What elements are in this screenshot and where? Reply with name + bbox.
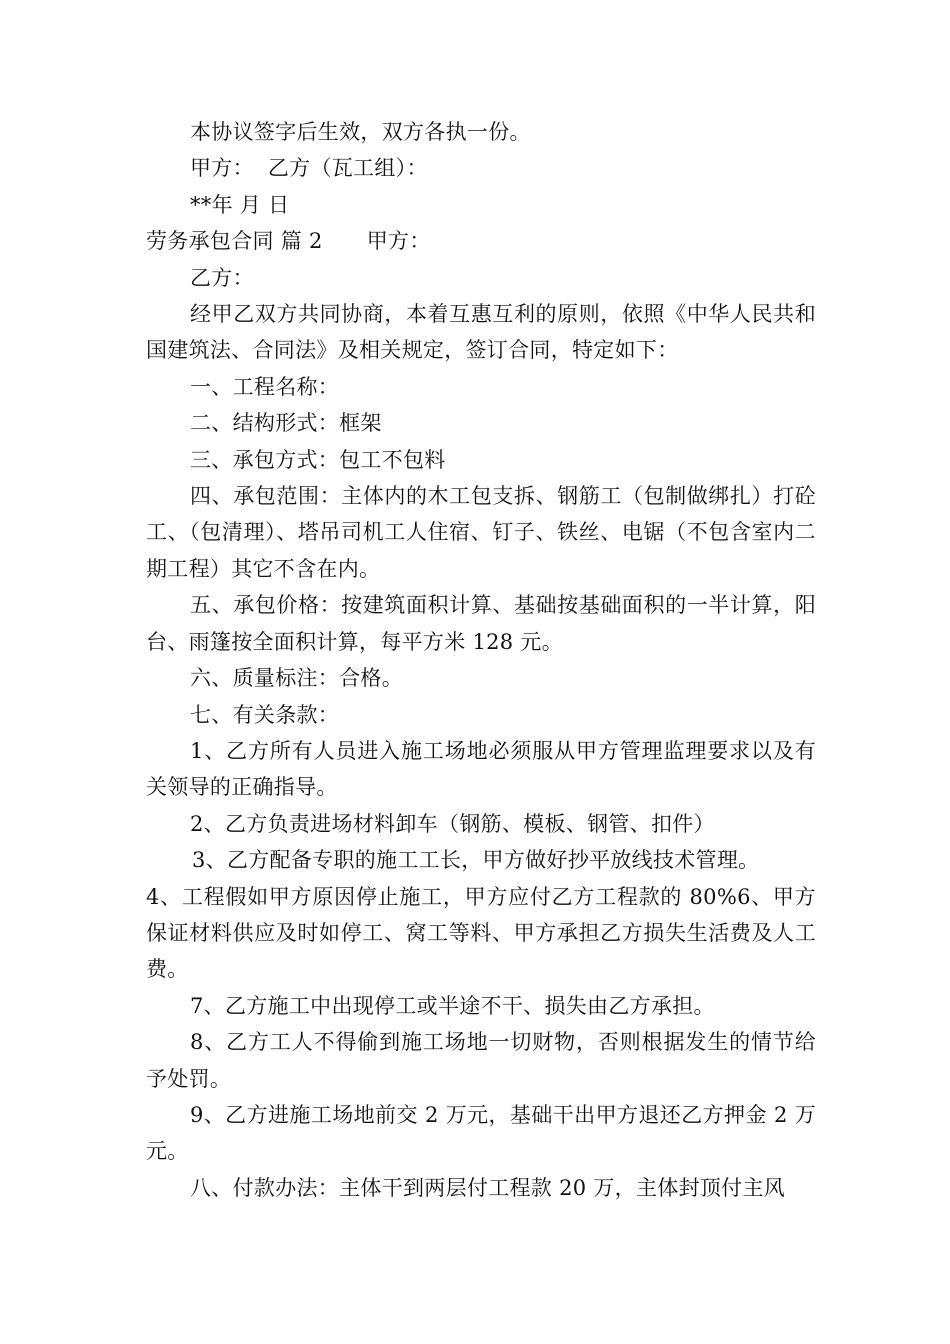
paragraph-effect: 本协议签字后生效，双方各执一份。 <box>190 120 531 144</box>
paragraph-scope: 四、承包范围：主体内的木工包支拆、钢筋工（包制做绑扎）打砼工、（包清理）、塔吊司机工人住宿、钉子、铁丝、电锯（不包含室内二期工程）其它不含在内。 <box>146 484 816 581</box>
paragraph-term-7: 7、乙方施工中出现停工或半途不干、损失由乙方承担。 <box>190 993 715 1018</box>
paragraph-project-name: 一、工程名称： <box>190 374 340 399</box>
paragraph-contract-method: 三、承包方式：包工不包料 <box>190 447 446 472</box>
contract-title: 劳务承包合同 篇 2 <box>146 229 323 254</box>
paragraph-preamble: 经甲乙双方共同协商，本着互惠互利的原则，依照《中华人民共和国建筑法、合同法》及相关规定，签订合同，特定如下： <box>146 302 816 363</box>
paragraph-party-b: 乙方： <box>190 265 254 290</box>
paragraph-term-3: 3、乙方配备专职的施工工长，甲方做好抄平放线技术管理。 <box>192 848 760 873</box>
paragraph-quality: 六、质量标注：合格。 <box>190 666 403 691</box>
paragraph-terms-heading: 七、有关条款： <box>190 702 340 727</box>
paragraph-payment: 八、付款办法：主体干到两层付工程款 20 万，主体封顶付主风 <box>190 1175 786 1200</box>
paragraph-contract-heading <box>146 223 816 259</box>
party-a-label: 甲方： <box>366 229 431 254</box>
paragraph-signatures: 甲方： 乙方（瓦工组）： <box>190 156 428 181</box>
paragraph-term-8: 8、乙方工人不得偷到施工场地一切财物，否则根据发生的情节给予处罚。 <box>146 1030 816 1091</box>
document-body <box>146 114 816 1206</box>
paragraph-structure: 二、结构形式：框架 <box>190 411 382 436</box>
paragraph-term-1: 1、乙方所有人员进入施工场地必须服从甲方管理监理要求以及有关领导的正确指导。 <box>146 738 816 800</box>
paragraph-price: 五、承包价格：按建筑面积计算、基础按基础面积的一半计算，阳台、雨篷按全面积计算，每平方米 128 元。 <box>146 593 816 654</box>
paragraph-term-2: 2、乙方负责进场材料卸车（钢筋、模板、钢管、扣件） <box>190 811 715 836</box>
paragraph-date: **年 月 日 <box>190 192 290 217</box>
paragraph-term-4-6: 4、工程假如甲方原因停止施工，甲方应付乙方工程款的 80%6、甲方保证材料供应及时如停工、窝工等料、甲方承担乙方损失生活费及人工费。 <box>146 884 816 982</box>
paragraph-term-9: 9、乙方进施工场地前交 2 万元，基础干出甲方退还乙方押金 2 万元。 <box>146 1102 816 1164</box>
